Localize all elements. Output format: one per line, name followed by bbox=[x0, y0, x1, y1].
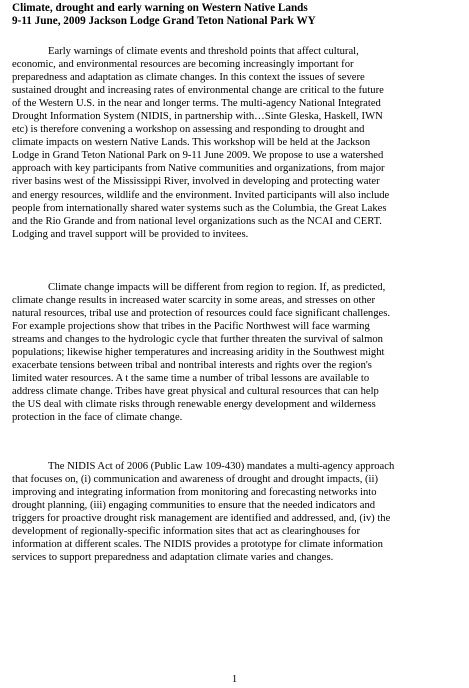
paragraph-line: triggers for proactive drought risk management are identified and addressed, and, (iv) the bbox=[12, 513, 391, 525]
paragraph-line: Early warnings of climate events and threshold points that affect cultural, bbox=[48, 46, 359, 57]
paragraph-line: of the Western U.S. in the near and longer terms. The multi-agency National Integrated bbox=[12, 98, 381, 110]
paragraph-line: For example projections show that tribes in the Pacific Northwest will face warming bbox=[12, 321, 370, 333]
paragraph-line: improving and integrating information from monitoring and forecasting networks into bbox=[12, 487, 377, 499]
paragraph-line: Lodging and travel support will be provided to invitees. bbox=[12, 228, 249, 240]
title-line-1: Climate, drought and early warning on Western Native Lands bbox=[12, 2, 308, 14]
paragraph-line: preparedness and adaptation as climate changes. In this context the issues of severe bbox=[12, 72, 365, 84]
paragraph-line: The NIDIS Act of 2006 (Public Law 109-430) mandates a multi-agency approach bbox=[48, 461, 395, 472]
paragraph-line: river basins west of the Mississippi River, involved in developing and protecting water bbox=[12, 176, 380, 188]
paragraph-line: streams and changes to the hydrologic cycle that further threaten the survival of salmon bbox=[12, 334, 383, 346]
paragraph-line: climate change results in increased water scarcity in some areas, and stresses on other bbox=[12, 295, 375, 307]
document-title bbox=[12, 2, 462, 28]
paragraph-line: services to support preparedness and adaptation climate varies and changes. bbox=[12, 552, 334, 564]
paragraph-line: information at different scales. The NIDIS provides a prototype for climate information bbox=[12, 539, 383, 551]
title-line-2: 9-11 June, 2009 Jackson Lodge Grand Teton National Park WY bbox=[12, 15, 316, 27]
paragraph-line: address climate change. Tribes have great physical and cultural resources that can help bbox=[12, 386, 379, 398]
paragraph-line: economic, and environmental resources are becoming increasingly important for bbox=[12, 59, 354, 71]
paragraph-early-warnings bbox=[12, 45, 458, 241]
paragraph-line: and the Rio Grande and from national level organizations such as the NCAI and CERT. bbox=[12, 215, 382, 227]
paragraph-line: limited water resources. A t the same time a number of tribal lessons are available to bbox=[12, 373, 370, 385]
paragraph-line: development of regionally-specific information sites that act as clearinghouses for bbox=[12, 526, 361, 538]
paragraph-line: Drought Information System (NIDIS, in partnership with…Sinte Gleska, Haskell, IWN bbox=[12, 111, 383, 123]
paragraph-line: Lodge in Grand Teton National Park on 9-11 June 2009. We propose to use a watershed bbox=[12, 150, 384, 162]
paragraph-line: that focuses on, (i) communication and awareness of drought and drought impacts, (ii) bbox=[12, 474, 378, 486]
paragraph-line: populations; likewise higher temperatures and increasing aridity in the Southwest might bbox=[12, 347, 385, 359]
paragraph-climate-impacts bbox=[12, 281, 458, 425]
paragraph-line: etc) is therefore convening a workshop on assessing and responding to drought and bbox=[12, 124, 365, 136]
paragraph-line: exacerbate tensions between tribal and nontribal interests and rights over the region's bbox=[12, 360, 372, 372]
paragraph-line: people from internationally shared water systems such as the Columbia, the Great Lakes bbox=[12, 202, 387, 214]
paragraph-line: approach with key participants from Native communities and organizations, from major bbox=[12, 163, 385, 175]
paragraph-line: drought planning, (iii) engaging communities to ensure that the needed indicators and bbox=[12, 500, 376, 512]
paragraph-line: Climate change impacts will be different from region to region. If, as predicted, bbox=[48, 282, 386, 293]
paragraph-line: and energy resources, wildlife and the environment. Invited participants will also include bbox=[12, 189, 390, 201]
page-number: 1 bbox=[231, 674, 238, 685]
paragraph-line: the US deal with climate risks through renewable energy development and wilderness bbox=[12, 399, 376, 411]
paragraph-line: sustained drought and increasing rates of environmental change are critical to the future bbox=[12, 85, 384, 97]
paragraph-line: natural resources, tribal use and protection of resources could face significant challenges. bbox=[12, 308, 390, 320]
paragraph-line: protection in the face of climate change. bbox=[12, 412, 183, 424]
paragraph-line: climate impacts on western Native Lands. This workshop will be held at the Jackson bbox=[12, 137, 371, 149]
paragraph-nidis-act bbox=[12, 460, 458, 564]
